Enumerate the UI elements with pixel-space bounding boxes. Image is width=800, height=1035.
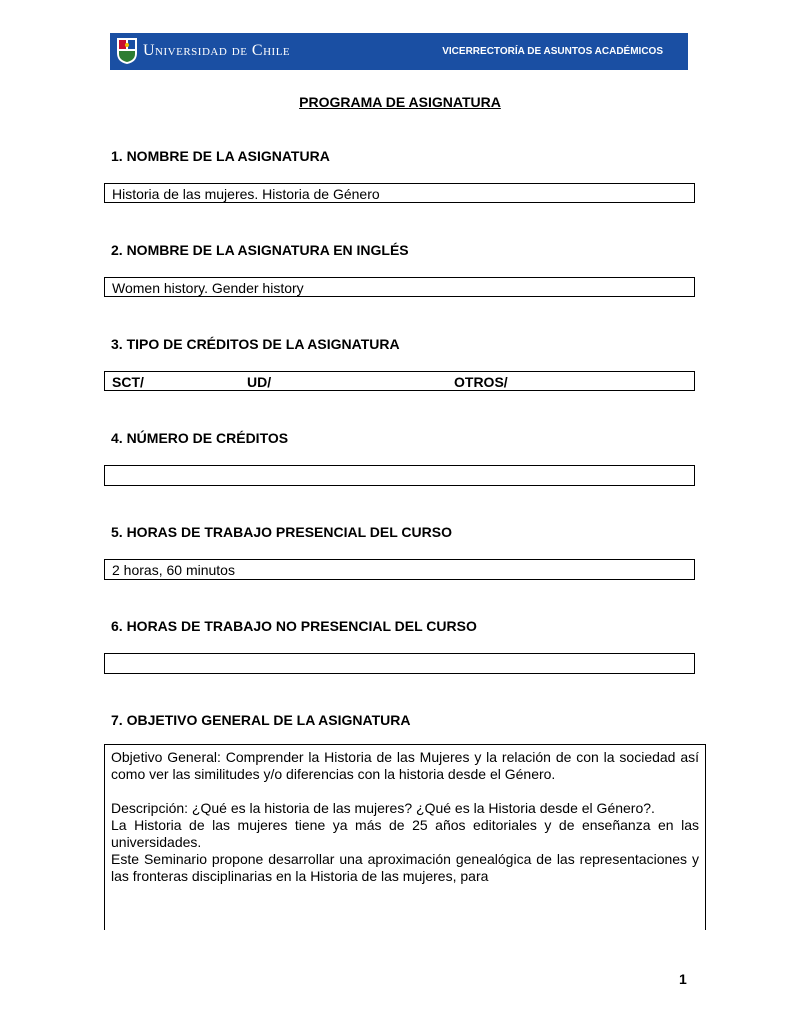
section-3-box (104, 371, 695, 391)
header-banner (110, 33, 688, 70)
credit-sct-label: SCT/ (112, 374, 144, 390)
descripcion-text: Descripción: ¿Qué es la historia de las mujeres? ¿Qué es la Historia desde el Género?. (111, 800, 655, 816)
section-1-heading: 1. NOMBRE DE LA ASIGNATURA (111, 148, 330, 164)
page-number: 1 (679, 971, 687, 987)
vicerrectoria-label: VICERRECTORÍA DE ASUNTOS ACADÉMICOS (442, 46, 663, 57)
section-3-heading: 3. TIPO DE CRÉDITOS DE LA ASIGNATURA (111, 336, 400, 352)
section-1-value: Historia de las mujeres. Historia de Género (112, 186, 380, 202)
credit-ud-label: UD/ (247, 374, 272, 390)
section-7-content (111, 749, 699, 885)
section-4-heading: 4. NÚMERO DE CRÉDITOS (111, 430, 289, 446)
section-2-value: Women history. Gender history (112, 280, 304, 296)
section-6-box (104, 653, 695, 674)
university-name: Universidad de Chile (143, 42, 291, 59)
objetivo-general-text: Objetivo General: Comprender la Historia de las Mujeres y la relación de con la sociedad así como ver las similitudes y/o diferencias con la historia desde el Género. (111, 749, 699, 782)
section-2-heading: 2. NOMBRE DE LA ASIGNATURA EN INGLÉS (111, 242, 409, 258)
university-crest-icon (116, 37, 138, 65)
document-title: PROGRAMA DE ASIGNATURA (299, 94, 501, 110)
section-5-box (104, 559, 695, 580)
paragraph-seminar-text: Este Seminario propone desarrollar una aproximación genealógica de las representaciones y las fronteras disciplinarias en la Historia de las mujeres, para (111, 851, 699, 884)
section-6-heading: 6. HORAS DE TRABAJO NO PRESENCIAL DEL CURSO (111, 618, 477, 634)
credit-otros-label: OTROS/ (454, 374, 508, 390)
section-4-box (104, 465, 695, 486)
section-1-box (104, 183, 695, 203)
section-7-heading: 7. OBJETIVO GENERAL DE LA ASIGNATURA (111, 712, 411, 728)
section-2-box (104, 277, 695, 297)
section-7-box (104, 744, 706, 930)
section-5-value: 2 horas, 60 minutos (112, 562, 235, 578)
paragraph-history-text: La Historia de las mujeres tiene ya más de 25 años editoriales y de enseñanza en las universidades. (111, 817, 699, 850)
section-5-heading: 5. HORAS DE TRABAJO PRESENCIAL DEL CURSO (111, 524, 452, 540)
